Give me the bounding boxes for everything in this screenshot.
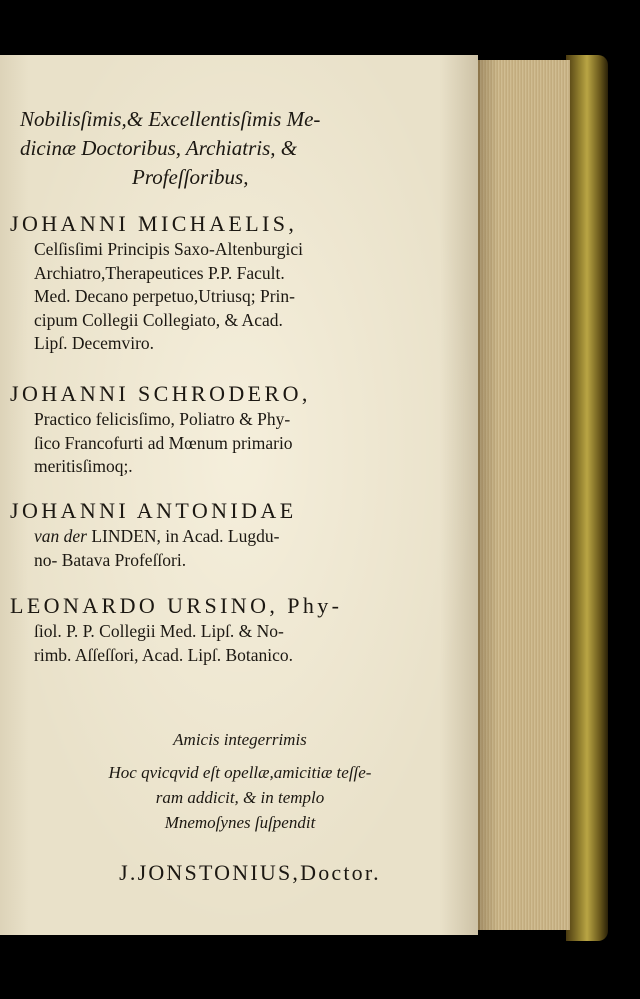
gutter-shadow <box>478 60 498 930</box>
book-spine <box>566 55 608 941</box>
entry-name: LEONARDO URSINO, Phy- <box>10 593 343 618</box>
signature: J.JONSTONIUS,Doctor. <box>119 860 381 885</box>
entry-line: ſiol. P. P. Collegii Med. Lipſ. & No- <box>34 621 284 641</box>
entry-michaelis <box>10 210 465 356</box>
dedication-line-1: Amicis integerrimis <box>173 730 307 749</box>
heading-line-3: Profeſſoribus, <box>132 165 249 189</box>
book-page <box>0 55 478 935</box>
entry-name: JOHANNI MICHAELIS, <box>10 211 298 236</box>
entry-line: meritisſimoq;. <box>34 456 133 476</box>
entry-italic-prefix: van der <box>34 526 87 546</box>
entry-line <box>10 525 465 549</box>
entry-name: JOHANNI ANTONIDAE <box>10 498 297 523</box>
heading-line-1: Nobilisſimis,& Excellentisſimis Me- <box>20 107 321 131</box>
entry-line: Archiatro,Therapeutices P.P. Facult. <box>34 262 285 283</box>
entry-line-rest: LINDEN, in Acad. Lugdu- <box>86 526 280 546</box>
dedication-line-3: ram addicit, & in templo <box>155 788 325 807</box>
entry-line: Practico felicisſimo, Poliatro & Phy- <box>34 409 291 429</box>
book <box>0 55 640 935</box>
entry-line: ſico Francofurti ad Mœnum primario <box>34 432 293 453</box>
dedication-line-4: Mnemoſynes ſuſpendit <box>164 813 316 832</box>
entry-line: rimb. Aſſeſſori, Acad. Lipſ. Botanico. <box>34 644 294 665</box>
heading-line-2: dicinæ Doctoribus, Archiatris, & <box>20 136 298 160</box>
dedication-heading <box>20 105 460 192</box>
entry-antonidae <box>10 497 465 572</box>
entry-line: Med. Decano perpetuo,Utriusq; Prin- <box>34 286 295 306</box>
dedication-line-2: Hoc qvicqvid eſt opellæ,amicitiæ teſſe- <box>108 763 372 782</box>
entry-line: Lipſ. Decemviro. <box>34 333 155 353</box>
entry-line: Celſisſimi Principis Saxo-Altenburgici <box>34 239 303 259</box>
entry-schrodero <box>10 380 465 479</box>
dedication-body <box>40 760 440 835</box>
entry-line: no- Batava Profeſſori. <box>34 549 187 570</box>
entry-ursino <box>10 592 465 667</box>
entry-line: cipum Collegii Collegiato, & Acad. <box>34 309 283 330</box>
entry-name: JOHANNI SCHRODERO, <box>10 381 311 406</box>
